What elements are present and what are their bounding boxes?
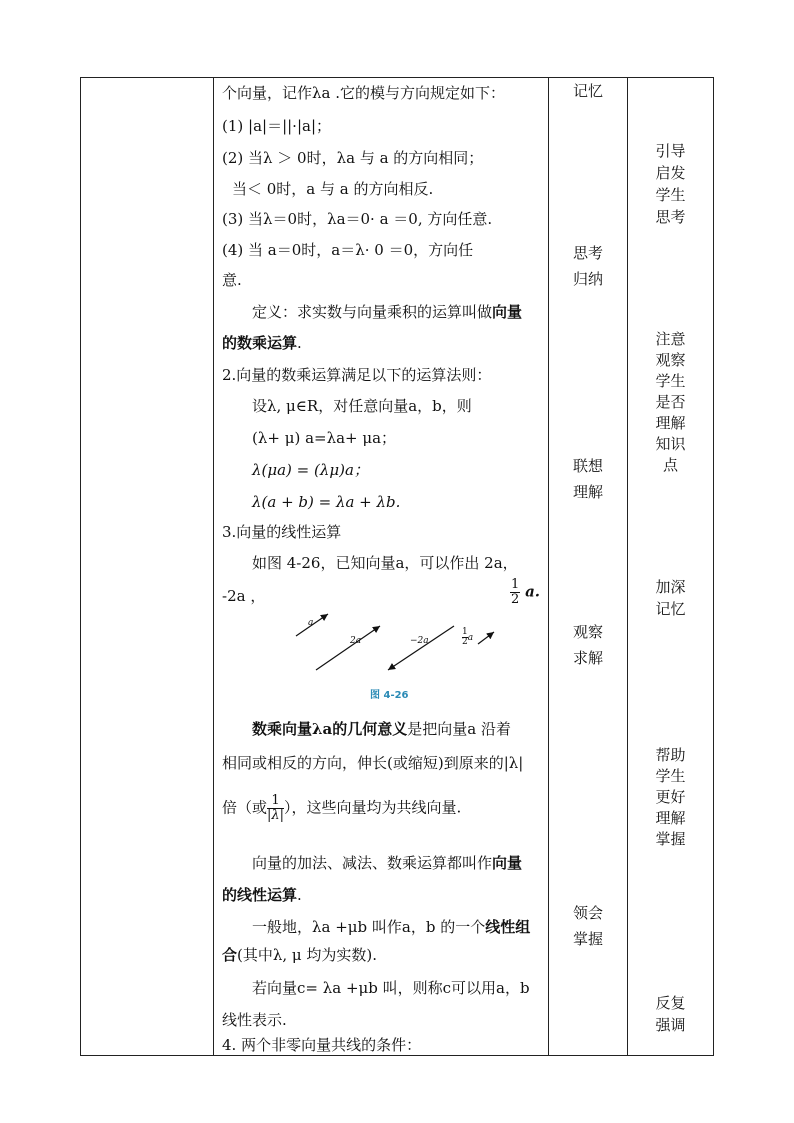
fraction-denominator: 2 bbox=[462, 637, 468, 647]
design-note: 观察 bbox=[655, 351, 686, 369]
design-note: 学生 bbox=[655, 186, 686, 204]
student-activity: 观察 bbox=[572, 623, 603, 641]
section-heading: 2.向量的数乘运算满足以下的运算法则： bbox=[222, 366, 492, 384]
text-line: 当＜ 0时，a 与 a 的方向相反. bbox=[232, 180, 434, 198]
text-line: (4) 当 a＝0时，a＝λ· 0 ＝0，方向任 bbox=[222, 241, 474, 259]
text-segment: 一般地，λa +μb 叫作a，b 的一个 bbox=[252, 918, 486, 936]
fraction-denominator: |λ| bbox=[267, 808, 285, 823]
student-activity: 理解 bbox=[572, 483, 603, 501]
fraction-denominator: 2 bbox=[511, 592, 520, 607]
student-activity-column bbox=[549, 78, 627, 1057]
definition-text: 定义：求实数与向量乘积的运算叫做 bbox=[252, 303, 493, 321]
design-note: 帮助 bbox=[655, 746, 686, 764]
design-note: 点 bbox=[662, 456, 678, 474]
student-activity: 领会 bbox=[572, 904, 603, 922]
vector-2a-arrow bbox=[316, 626, 380, 670]
text-line: 意. bbox=[222, 271, 242, 289]
vector-m2a-arrow bbox=[388, 626, 454, 670]
student-activity: 联想 bbox=[572, 457, 603, 475]
vector-figure bbox=[274, 598, 534, 678]
student-activity: 记忆 bbox=[572, 82, 603, 100]
fraction-numerator: 1 bbox=[462, 627, 468, 637]
figure-label-a: a bbox=[308, 618, 314, 628]
student-activity: 思考 bbox=[572, 244, 603, 262]
design-note: 启发 bbox=[655, 164, 686, 182]
text-line-with-fraction bbox=[222, 794, 461, 823]
text-line bbox=[252, 917, 530, 937]
column-divider bbox=[213, 78, 214, 1055]
design-note: 学生 bbox=[655, 767, 686, 785]
design-note: 学生 bbox=[655, 372, 686, 390]
lesson-table bbox=[80, 77, 714, 1056]
formula-line: λ(μa) = (λμ)a； bbox=[252, 461, 369, 479]
text-segment: ），这些向量均为共线向量. bbox=[284, 798, 462, 817]
figure-label-vector: a bbox=[467, 633, 474, 643]
fraction-numerator: 1 bbox=[267, 794, 284, 809]
design-note: 知识 bbox=[655, 435, 686, 453]
text-line: 如图 4-26，已知向量a，可以作出 2a， bbox=[252, 554, 518, 572]
design-note: 注意 bbox=[655, 330, 686, 348]
text-line: 若向量c= λa +μb 叫，则称c可以用a，b bbox=[252, 979, 530, 997]
design-note: 反复 bbox=[655, 994, 686, 1012]
design-note: 更好 bbox=[655, 788, 686, 806]
student-activity: 求解 bbox=[572, 649, 603, 667]
period: . bbox=[297, 886, 302, 904]
linear-operation-term: 向量 bbox=[492, 854, 523, 872]
text-line: -2a ， bbox=[222, 587, 266, 605]
section-heading: 3.向量的线性运算 bbox=[222, 523, 342, 541]
term-text: 的线性运算 bbox=[222, 886, 298, 904]
figure-label-half-a bbox=[462, 628, 473, 647]
fraction-numerator: 1 bbox=[511, 577, 520, 592]
text-segment: 倍（或 bbox=[222, 798, 268, 817]
definition-line bbox=[252, 302, 522, 322]
student-activity: 掌握 bbox=[572, 930, 603, 948]
design-note: 记忆 bbox=[655, 600, 686, 618]
period: . bbox=[297, 334, 302, 352]
student-activity: 归纳 bbox=[572, 270, 603, 288]
fraction bbox=[267, 794, 284, 823]
formula-line: λ(a + b) = λa + λb. bbox=[252, 493, 401, 511]
geometric-meaning-line bbox=[252, 719, 511, 739]
design-note: 引导 bbox=[655, 142, 686, 160]
geometric-meaning-text: 是把向量a 沿着 bbox=[407, 720, 511, 738]
geometric-meaning-term: 数乘向量λa的几何意义 bbox=[252, 720, 408, 738]
design-note: 理解 bbox=[655, 809, 686, 827]
definition-term-cont bbox=[222, 333, 302, 353]
definition-term: 向量 bbox=[492, 303, 523, 321]
figure-label-2a: 2a bbox=[350, 636, 362, 646]
section-heading: 4. 两个非零向量共线的条件： bbox=[222, 1036, 422, 1054]
text-line bbox=[222, 945, 377, 965]
text-line: 个向量，记作λa .它的模与方向规定如下： bbox=[222, 84, 505, 102]
text-line: 线性表示. bbox=[222, 1011, 287, 1029]
vector-half-a-arrow bbox=[478, 632, 494, 644]
text-line: (1) |a|＝||·|a|； bbox=[222, 117, 331, 135]
text-line: (3) 当λ＝0时，λa＝0· a ＝0, 方向任意. bbox=[222, 210, 493, 228]
text-line: 设λ, μ∈R，对任意向量a，b，则 bbox=[252, 397, 472, 415]
formula-line: (λ+ μ) a=λa+ μa； bbox=[252, 429, 397, 447]
definition-term-text: 的数乘运算 bbox=[222, 334, 298, 352]
text-line: 相同或相反的方向，伸长(或缩短)到原来的|λ| bbox=[222, 754, 524, 772]
vector-a: a. bbox=[525, 582, 541, 601]
teacher-design-column bbox=[628, 78, 713, 1057]
text-segment: 向量的加法、减法、数乘运算都叫作 bbox=[252, 854, 493, 872]
design-note: 是否 bbox=[655, 393, 686, 411]
text-line bbox=[252, 853, 522, 873]
design-note: 加深 bbox=[655, 578, 686, 596]
text-line: (2) 当λ ＞ 0时，λa 与 a 的方向相同； bbox=[222, 149, 484, 167]
design-note: 理解 bbox=[655, 414, 686, 432]
design-note: 掌握 bbox=[655, 830, 686, 848]
linear-combination-term-cont: 合 bbox=[222, 946, 238, 964]
figure-label-minus-2a: −2a bbox=[410, 636, 429, 646]
design-note: 思考 bbox=[655, 208, 686, 226]
figure-caption: 图 4-26 bbox=[370, 690, 409, 701]
linear-operation-term-cont bbox=[222, 885, 302, 905]
design-note: 强调 bbox=[655, 1016, 686, 1034]
text-segment: (其中λ, μ 均为实数). bbox=[237, 946, 378, 964]
linear-combination-term: 线性组 bbox=[485, 918, 531, 936]
